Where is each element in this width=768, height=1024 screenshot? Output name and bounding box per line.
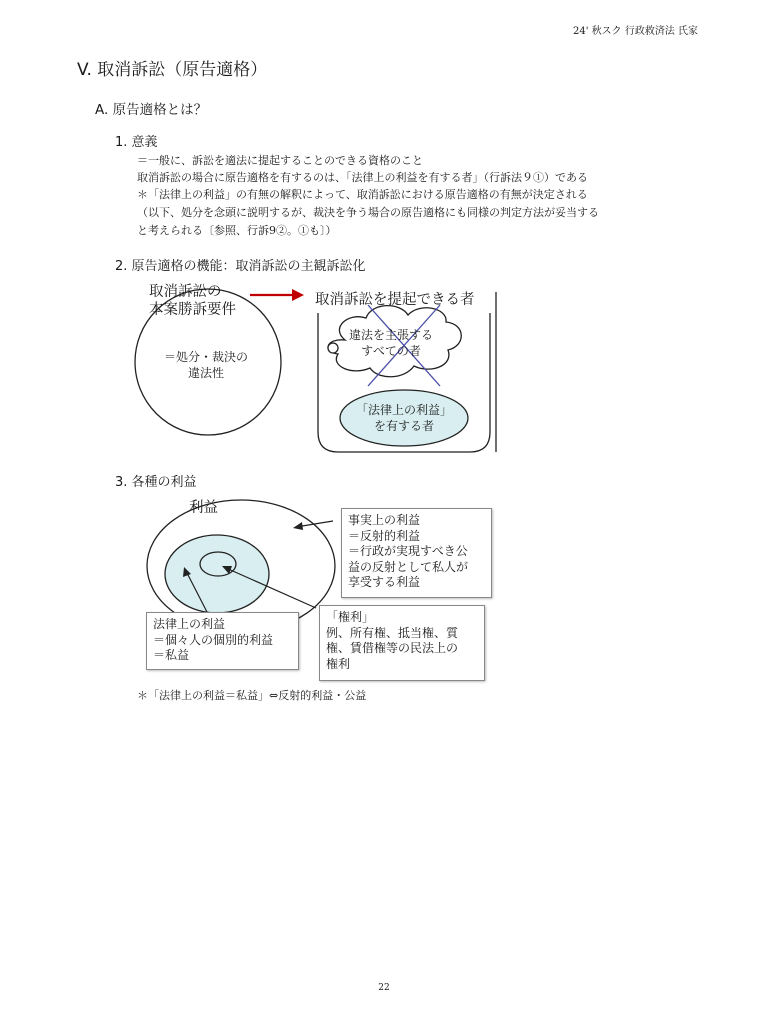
cloud-line-2: すべての者: [361, 344, 421, 358]
legal-interest-ellipse-line-1: 「法律上の利益」: [355, 403, 452, 417]
merits-circle-line-2: 違法性: [187, 366, 224, 380]
factual-interest-line-1: 事実上の利益: [348, 513, 421, 527]
sub1-line-2: 取消訴訟の場合に原告適格を有するのは、「法律上の利益を有する者」（行訴法９①）である: [137, 171, 588, 184]
rights-line-2: 例、所有権、抵当権、質: [326, 625, 459, 640]
sub1-line-1: ＝一般に、訴訟を適法に提起することのできる資格のこと: [137, 154, 423, 167]
interest-outer-label: 利益: [189, 500, 218, 516]
factual-interest-line-4: 益の反射として私人が: [348, 559, 469, 574]
rights-line-1: 「権利」: [326, 610, 375, 624]
factual-interest-line-2: ＝反射的利益: [348, 528, 421, 543]
merits-circle-line-1: ＝処分・裁決の: [163, 350, 248, 364]
rights-line-3: 権、賃借権等の民法上の: [326, 641, 459, 655]
sub1-line-4: （以下、処分を念頭に説明するが、裁決を争う場合の原告適格にも同様の判定方法が妥当する: [137, 206, 599, 219]
sub1-line-5: と考えられる〔参照、行訴9②。①も〕）: [137, 224, 337, 237]
sub1-line-3: ＊「法律上の利益」の有無の解釈によって、取消訴訟における原告適格の有無が決定される: [137, 188, 588, 201]
legal-interest-ellipse-line-2: を有する者: [373, 419, 434, 433]
legal-interest-line-2: ＝個々人の個別的利益: [153, 632, 274, 647]
merits-requirement-line-1: 取消訴訟の: [149, 284, 222, 300]
interest-note: ＊「法律上の利益＝私益」⇔反射的利益・公益: [137, 689, 367, 702]
legal-interest-ellipse-label: [344, 402, 464, 434]
rights-line-4: 権利: [326, 656, 351, 671]
page-number: 22: [378, 983, 390, 993]
merits-requirement-line-2: 本案勝訴要件: [149, 302, 236, 318]
standing-title: 取消訴訟を提起できる者: [315, 292, 475, 308]
sub3-title: 3. 各種の利益: [115, 475, 197, 490]
legal-interest-line-3: ＝私益: [153, 648, 190, 662]
page-header: 24' 秋スク 行政救済法 氏家: [572, 26, 698, 37]
factual-interest-line-3: ＝行政が実現すべき公: [348, 544, 468, 558]
cloud-line-1: 違法を主張する: [348, 328, 433, 342]
legal-interest-line-1: 法律上の利益: [153, 617, 226, 631]
legal-interest-box: [146, 612, 299, 670]
rights-box: [319, 605, 485, 681]
section-title: A. 原告適格とは？: [95, 102, 208, 118]
sub1-title: 1. 意義: [115, 135, 158, 150]
chapter-title: V. 取消訴訟（原告適格）: [77, 60, 268, 80]
rights-inner-ellipse: [200, 552, 236, 576]
merits-circle-label: [154, 349, 258, 381]
red-arrow-head: [292, 289, 304, 301]
factual-interest-line-5: 享受する利益: [348, 575, 421, 589]
merits-requirement-label: [149, 283, 236, 319]
factual-interest-box: [341, 508, 492, 598]
cloud-label: [336, 327, 446, 359]
sub2-title: 2. 原告適格の機能：取消訴訟の主観訴訟化: [115, 259, 366, 274]
